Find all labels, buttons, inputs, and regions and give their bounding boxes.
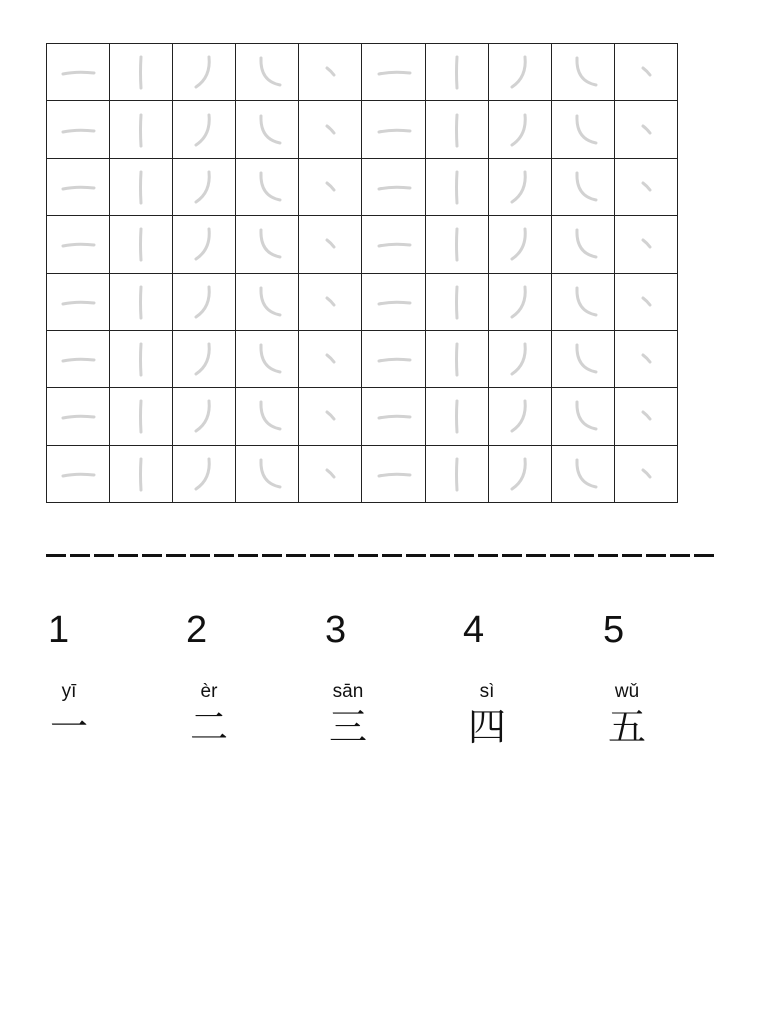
shu-stroke-icon <box>436 51 478 93</box>
grid-cell <box>425 388 488 445</box>
grid-cell <box>614 388 677 445</box>
pinyin-4: sì <box>479 681 495 702</box>
shu-stroke-icon <box>436 109 478 151</box>
na-stroke-icon <box>562 338 604 380</box>
dian-stroke-icon <box>309 338 351 380</box>
heng-stroke-icon <box>373 453 415 495</box>
heng-stroke-icon <box>373 223 415 265</box>
grid-cell <box>110 216 173 273</box>
na-stroke-icon <box>246 453 288 495</box>
grid-cell <box>173 330 236 387</box>
grid-cell <box>551 216 614 273</box>
grid-cell <box>362 445 425 502</box>
grid-cell <box>488 273 551 330</box>
na-stroke-icon <box>246 166 288 208</box>
na-stroke-icon <box>246 281 288 323</box>
grid-cell <box>425 216 488 273</box>
dian-stroke-icon <box>309 453 351 495</box>
grid-row <box>47 273 678 330</box>
shu-stroke-icon <box>120 338 162 380</box>
heng-stroke-icon <box>373 395 415 437</box>
grid-cell <box>488 445 551 502</box>
hanzi-5: 五 <box>607 705 646 749</box>
grid-cell <box>173 445 236 502</box>
heng-stroke-icon <box>57 166 99 208</box>
dian-stroke-icon <box>309 166 351 208</box>
heng-stroke-icon <box>373 51 415 93</box>
dashed-divider <box>46 554 718 557</box>
hanzi-4: 四 <box>467 705 506 749</box>
dian-stroke-icon <box>309 109 351 151</box>
pie-stroke-icon <box>183 166 225 208</box>
grid-cell <box>551 44 614 101</box>
na-stroke-icon <box>246 395 288 437</box>
grid-cell <box>488 101 551 158</box>
dian-stroke-icon <box>309 395 351 437</box>
dian-stroke-icon <box>309 281 351 323</box>
grid-row <box>47 388 678 445</box>
shu-stroke-icon <box>120 453 162 495</box>
numeral-card-1 <box>34 680 104 750</box>
shu-stroke-icon <box>436 395 478 437</box>
pinyin-1: yī <box>61 681 77 702</box>
shu-stroke-icon <box>436 453 478 495</box>
grid-cell <box>236 216 299 273</box>
pie-stroke-icon <box>499 395 541 437</box>
grid-cell <box>47 388 110 445</box>
grid-cell <box>236 101 299 158</box>
na-stroke-icon <box>562 223 604 265</box>
grid-cell <box>173 158 236 215</box>
dian-stroke-icon <box>625 109 667 151</box>
heng-stroke-icon <box>57 281 99 323</box>
na-stroke-icon <box>246 109 288 151</box>
grid-cell <box>614 158 677 215</box>
grid-cell <box>425 330 488 387</box>
grid-cell <box>236 44 299 101</box>
grid-cell <box>425 445 488 502</box>
grid-cell <box>299 158 362 215</box>
pinyin-3: sān <box>332 681 364 702</box>
grid-cell <box>614 445 677 502</box>
grid-cell <box>236 273 299 330</box>
shu-stroke-icon <box>120 395 162 437</box>
dian-stroke-icon <box>309 51 351 93</box>
na-stroke-icon <box>562 281 604 323</box>
dian-stroke-icon <box>625 166 667 208</box>
heng-stroke-icon <box>373 281 415 323</box>
grid-cell <box>299 330 362 387</box>
pie-stroke-icon <box>499 453 541 495</box>
heng-stroke-icon <box>373 109 415 151</box>
hanzi-1: 一 <box>49 705 88 749</box>
grid-cell <box>299 44 362 101</box>
grid-cell <box>425 44 488 101</box>
pinyin-5: wǔ <box>614 681 640 702</box>
numeral-card-2 <box>174 680 244 750</box>
grid-row <box>47 445 678 502</box>
na-stroke-icon <box>562 109 604 151</box>
grid-cell <box>47 44 110 101</box>
grid-cell <box>299 216 362 273</box>
grid-row <box>47 44 678 101</box>
grid-cell <box>362 216 425 273</box>
grid-cell <box>173 44 236 101</box>
pie-stroke-icon <box>183 281 225 323</box>
grid-cell <box>47 273 110 330</box>
grid-cell <box>362 158 425 215</box>
numeral-card-4 <box>452 680 522 750</box>
pie-stroke-icon <box>183 395 225 437</box>
grid-cell <box>299 273 362 330</box>
shu-stroke-icon <box>120 281 162 323</box>
heng-stroke-icon <box>57 338 99 380</box>
pie-stroke-icon <box>499 51 541 93</box>
grid-cell <box>614 330 677 387</box>
grid-cell <box>47 330 110 387</box>
shu-stroke-icon <box>120 166 162 208</box>
pinyin-2: èr <box>200 681 218 702</box>
grid-cell <box>362 330 425 387</box>
shu-stroke-icon <box>436 166 478 208</box>
grid-cell <box>551 445 614 502</box>
hanzi-2: 二 <box>189 705 228 749</box>
grid-cell <box>173 216 236 273</box>
pie-stroke-icon <box>183 109 225 151</box>
grid-cell <box>551 158 614 215</box>
numeral-card-5 <box>592 680 662 750</box>
grid-cell <box>173 101 236 158</box>
grid-cell <box>488 44 551 101</box>
grid-cell <box>488 330 551 387</box>
hanzi-3: 三 <box>328 705 367 749</box>
grid-cell <box>47 445 110 502</box>
na-stroke-icon <box>562 166 604 208</box>
grid-cell <box>551 330 614 387</box>
shu-stroke-icon <box>436 223 478 265</box>
grid-cell <box>110 44 173 101</box>
grid-cell <box>236 445 299 502</box>
grid-cell <box>299 445 362 502</box>
grid-cell <box>551 388 614 445</box>
grid-cell <box>614 101 677 158</box>
grid-cell <box>488 388 551 445</box>
grid-row <box>47 158 678 215</box>
numeral-card-3 <box>313 680 383 750</box>
grid-cell <box>236 158 299 215</box>
grid-cell <box>110 330 173 387</box>
number-2: 2 <box>186 609 208 651</box>
dian-stroke-icon <box>625 281 667 323</box>
grid-cell <box>299 388 362 445</box>
grid-cell <box>551 101 614 158</box>
number-1: 1 <box>48 609 70 651</box>
heng-stroke-icon <box>373 338 415 380</box>
grid-row <box>47 216 678 273</box>
grid-cell <box>362 101 425 158</box>
shu-stroke-icon <box>120 51 162 93</box>
grid-cell <box>47 216 110 273</box>
number-3: 3 <box>325 609 347 651</box>
grid-cell <box>614 273 677 330</box>
pie-stroke-icon <box>499 338 541 380</box>
na-stroke-icon <box>562 395 604 437</box>
heng-stroke-icon <box>57 51 99 93</box>
shu-stroke-icon <box>120 223 162 265</box>
pie-stroke-icon <box>499 281 541 323</box>
shu-stroke-icon <box>436 338 478 380</box>
grid-cell <box>47 101 110 158</box>
grid-cell <box>614 44 677 101</box>
heng-stroke-icon <box>57 109 99 151</box>
heng-stroke-icon <box>57 395 99 437</box>
grid-cell <box>173 388 236 445</box>
grid-cell <box>362 388 425 445</box>
grid-cell <box>110 101 173 158</box>
grid-cell <box>110 273 173 330</box>
grid-cell <box>110 158 173 215</box>
na-stroke-icon <box>246 338 288 380</box>
number-4: 4 <box>463 609 485 651</box>
heng-stroke-icon <box>57 223 99 265</box>
grid-cell <box>236 388 299 445</box>
pie-stroke-icon <box>499 109 541 151</box>
grid-cell <box>299 101 362 158</box>
dian-stroke-icon <box>309 223 351 265</box>
grid-cell <box>488 158 551 215</box>
shu-stroke-icon <box>120 109 162 151</box>
number-5: 5 <box>603 609 625 651</box>
grid-cell <box>173 273 236 330</box>
pie-stroke-icon <box>499 223 541 265</box>
stroke-practice-grid <box>46 43 678 503</box>
heng-stroke-icon <box>57 453 99 495</box>
grid-cell <box>551 273 614 330</box>
pie-stroke-icon <box>183 223 225 265</box>
pie-stroke-icon <box>183 338 225 380</box>
na-stroke-icon <box>562 51 604 93</box>
dian-stroke-icon <box>625 395 667 437</box>
dian-stroke-icon <box>625 453 667 495</box>
shu-stroke-icon <box>436 281 478 323</box>
dian-stroke-icon <box>625 223 667 265</box>
pie-stroke-icon <box>183 453 225 495</box>
grid-row <box>47 101 678 158</box>
grid-cell <box>110 388 173 445</box>
grid-cell <box>362 273 425 330</box>
grid-row <box>47 330 678 387</box>
heng-stroke-icon <box>373 166 415 208</box>
grid-cell <box>47 158 110 215</box>
na-stroke-icon <box>562 453 604 495</box>
pie-stroke-icon <box>183 51 225 93</box>
grid-cell <box>425 273 488 330</box>
na-stroke-icon <box>246 223 288 265</box>
grid-cell <box>425 101 488 158</box>
pie-stroke-icon <box>499 166 541 208</box>
dian-stroke-icon <box>625 51 667 93</box>
grid-cell <box>614 216 677 273</box>
number-row <box>0 606 768 656</box>
grid-cell <box>425 158 488 215</box>
grid-cell <box>362 44 425 101</box>
grid-cell <box>488 216 551 273</box>
na-stroke-icon <box>246 51 288 93</box>
dian-stroke-icon <box>625 338 667 380</box>
grid-cell <box>236 330 299 387</box>
grid-cell <box>110 445 173 502</box>
